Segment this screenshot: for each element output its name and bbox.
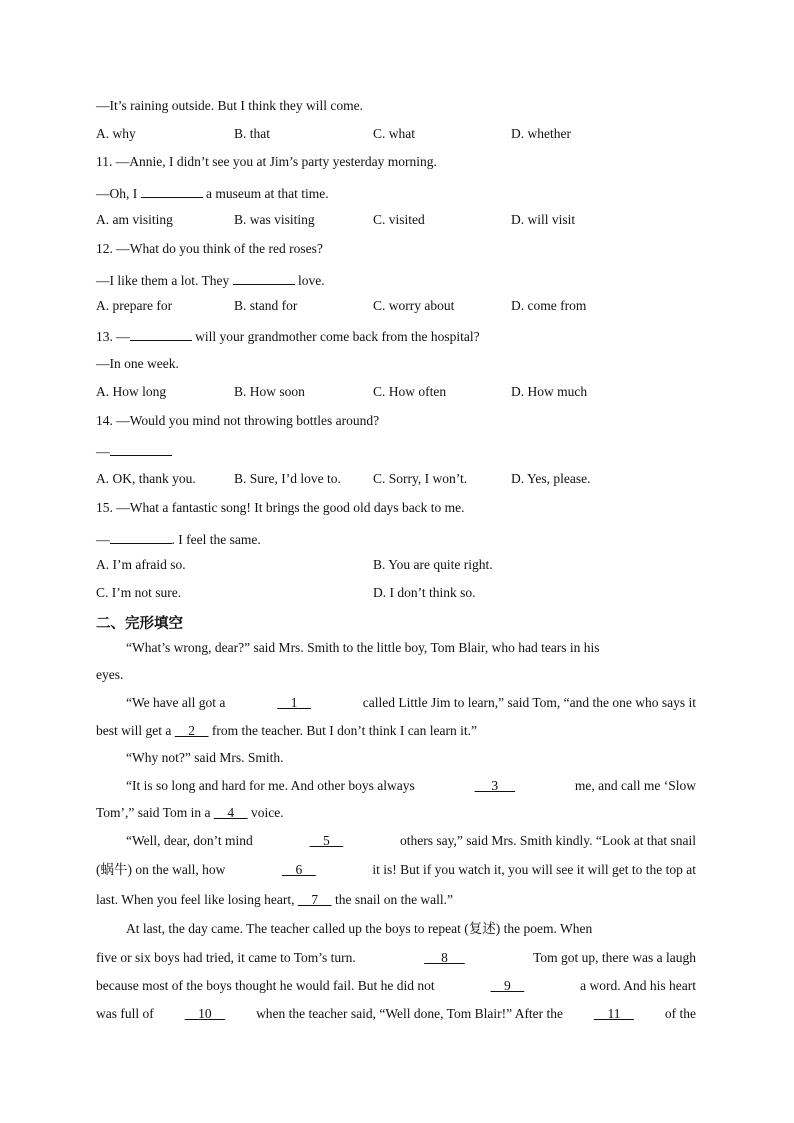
- q15-option-d: D. I don’t think so.: [373, 585, 476, 600]
- q14-stem: 14. —Would you mind not throwing bottles around?: [96, 413, 380, 428]
- passage-line: [96, 891, 696, 909]
- passage-text: “Well, dear, don’t mind: [126, 833, 253, 848]
- cloze-blank-3[interactable]: 3: [474, 778, 516, 793]
- passage-text: “We have all got a: [126, 695, 226, 710]
- passage-line: eyes.: [96, 667, 124, 682]
- cloze-blank-8[interactable]: 8: [424, 950, 465, 965]
- q13-option-b: B. How soon: [234, 384, 305, 399]
- cloze-blank-11[interactable]: 11: [593, 1006, 634, 1021]
- cloze-blank-1[interactable]: 1: [277, 695, 311, 710]
- q15-option-a: A. I’m afraid so.: [96, 557, 186, 572]
- passage-text: last. When you feel like losing heart,: [96, 892, 295, 907]
- q10-option-d: D. whether: [511, 126, 571, 141]
- passage-text: it is! But if you watch it, you will see it will get to the top at: [372, 862, 696, 877]
- passage-text: others say,” said Mrs. Smith kindly. “Look at that snail: [400, 833, 696, 848]
- q15-blank[interactable]: [110, 529, 172, 544]
- passage-text: At last, the day came. The teacher called up the boys to repeat (复述) the poem. When: [126, 921, 593, 936]
- cloze-blank-9[interactable]: 9: [490, 978, 525, 993]
- passage-line: [96, 861, 696, 879]
- passage-text: five or six boys had tried, it came to Tom’s turn.: [96, 950, 356, 965]
- passage-text: from the teacher. But I don’t think I can learn it.”: [211, 723, 478, 738]
- q14-option-b: B. Sure, I’d love to.: [234, 471, 341, 486]
- q11-reply-pre: —Oh, I: [96, 186, 138, 201]
- cloze-blank-2[interactable]: 2: [174, 723, 209, 738]
- q12-option-d: D. come from: [511, 298, 587, 313]
- passage-line: [96, 804, 696, 822]
- q13-reply: —In one week.: [96, 356, 179, 371]
- passage-line: [96, 949, 696, 967]
- q13-option-d: D. How much: [511, 384, 588, 399]
- q10-option-b: B. that: [234, 126, 270, 141]
- q13-stem-pre: 13. —: [96, 329, 130, 344]
- passage-line: “Why not?” said Mrs. Smith.: [126, 750, 284, 765]
- q11-stem: 11. —Annie, I didn’t see you at Jim’s party yesterday morning.: [96, 154, 437, 169]
- q14-option-a: A. OK, thank you.: [96, 471, 196, 486]
- passage-text: me, and call me ‘Slow: [574, 778, 696, 793]
- passage-text: the snail on the wall.”: [334, 892, 454, 907]
- q11-reply-post: a museum at that time.: [206, 186, 329, 201]
- cloze-blank-10[interactable]: 10: [184, 1006, 226, 1021]
- passage-text: of the: [664, 1006, 696, 1021]
- passage-line: [96, 777, 696, 795]
- q13-option-c: C. How often: [373, 384, 447, 399]
- passage-text: “It is so long and hard for me. And other boys always: [126, 778, 415, 793]
- passage-text: Tom got up, there was a laugh: [533, 950, 696, 965]
- q12-reply-pre: —I like them a lot. They: [96, 273, 230, 288]
- passage-text: when the teacher said, “Well done, Tom Blair!” After the: [256, 1006, 564, 1021]
- q12-option-c: C. worry about: [373, 298, 455, 313]
- passage-text: because most of the boys thought he would fail. But he did not: [96, 978, 435, 993]
- q10-option-c: C. what: [373, 126, 415, 141]
- q13-blank[interactable]: [130, 326, 192, 341]
- passage-text: a word. And his heart: [580, 978, 696, 993]
- cloze-blank-7[interactable]: 7: [297, 892, 332, 907]
- q15-stem: 15. —What a fantastic song! It brings the good old days back to me.: [96, 500, 465, 515]
- passage-line: [96, 1005, 696, 1023]
- passage-text: Tom’,” said Tom in a: [96, 805, 211, 820]
- q11-option-a: A. am visiting: [96, 212, 173, 227]
- q10-answer-line: —It’s raining outside. But I think they will come.: [96, 98, 363, 113]
- q14-reply-pre: —: [96, 444, 110, 459]
- passage-line: [96, 832, 696, 850]
- q11-blank[interactable]: [141, 183, 203, 198]
- passage-line: [96, 977, 696, 995]
- passage-line: [96, 639, 696, 657]
- passage-text: best will get a: [96, 723, 172, 738]
- passage-text: (蜗牛) on the wall, how: [96, 862, 226, 877]
- q12-reply: [96, 270, 325, 290]
- q12-option-a: A. prepare for: [96, 298, 173, 313]
- q10-option-a: A. why: [96, 126, 136, 141]
- q12-blank[interactable]: [233, 270, 295, 285]
- passage-text: “What’s wrong, dear?” said Mrs. Smith to the little boy, Tom Blair, who had tears in his: [126, 640, 600, 655]
- q14-option-c: C. Sorry, I won’t.: [373, 471, 468, 486]
- q15-option-b: B. You are quite right.: [373, 557, 493, 572]
- passage-text: called Little Jim to learn,” said Tom, “and the one who says it: [362, 695, 696, 710]
- q11-option-d: D. will visit: [511, 212, 576, 227]
- q13-option-a: A. How long: [96, 384, 167, 399]
- q12-option-b: B. stand for: [234, 298, 298, 313]
- passage-line: [96, 694, 696, 712]
- q14-reply: [96, 441, 172, 461]
- q15-reply-post: . I feel the same.: [171, 532, 261, 547]
- passage-text: was full of: [96, 1006, 154, 1021]
- q12-stem: 12. —What do you think of the red roses?: [96, 241, 323, 256]
- passage-line: [96, 920, 696, 938]
- q13-stem-post: will your grandmother come back from the hospital?: [195, 329, 480, 344]
- passage-line: [96, 722, 696, 740]
- q15-reply: [96, 529, 261, 549]
- passage-text: voice.: [250, 805, 284, 820]
- q14-blank[interactable]: [110, 441, 172, 456]
- q11-option-b: B. was visiting: [234, 212, 315, 227]
- section-title: 二、完形填空: [96, 616, 183, 632]
- q15-option-c: C. I’m not sure.: [96, 585, 182, 600]
- q15-reply-pre: —: [96, 532, 110, 547]
- cloze-blank-5[interactable]: 5: [309, 833, 344, 848]
- q12-reply-post: love.: [297, 273, 325, 288]
- cloze-blank-4[interactable]: 4: [213, 805, 248, 820]
- q14-option-d: D. Yes, please.: [511, 471, 591, 486]
- cloze-blank-6[interactable]: 6: [282, 862, 316, 877]
- q11-option-c: C. visited: [373, 212, 425, 227]
- q11-reply: [96, 183, 329, 203]
- q13-stem: [96, 326, 480, 346]
